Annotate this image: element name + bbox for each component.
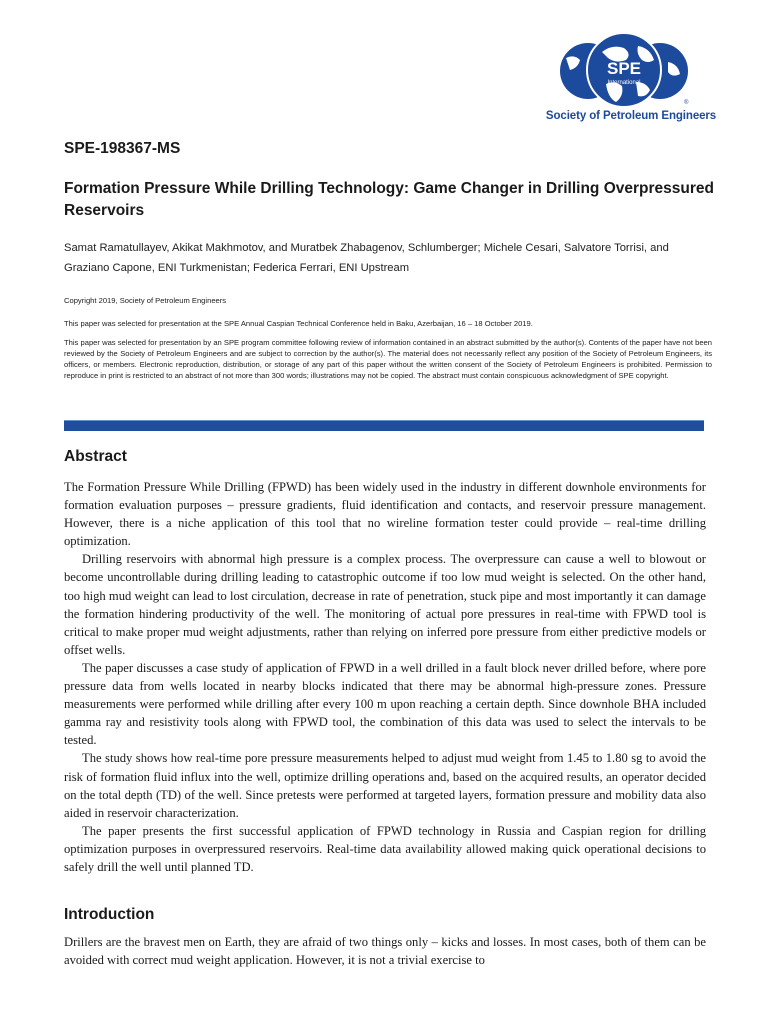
abstract-paragraph: Drilling reservoirs with abnormal high pressure is a complex process. The overpressure can cause a well to blowout or become uncontrollable during drilling leading to catastrophic outcome if too low mud weight is selected. On the other hand, too high mud weight can lead to lost circulation, decrease in rate of penetration, stuck pipe and most importantly it can damage the formation hindering productivity of the well. The monitoring of actual pore pressures in real-time with FPWD tool is critical to make proper mud weight adjustments, rather than relying on inferred pore pressure from either predictive models or offset wells. bbox=[64, 552, 706, 657]
author-list: Samat Ramatullayev, Akikat Makhmotov, and Muratbek Zhabagenov, Schlumberger; Michele Cesari, Salvatore Torrisi, and Graziano Capone, ENI Turkmenistan; Federica Ferrari, ENI Upstream bbox=[64, 242, 669, 274]
paper-title: Formation Pressure While Drilling Technology: Game Changer in Drilling Overpressured Reservoirs bbox=[64, 180, 714, 219]
logo-caption: Society of Petroleum Engineers bbox=[545, 110, 717, 122]
spe-logo bbox=[536, 32, 726, 128]
abstract-body bbox=[64, 478, 706, 876]
logo-globe-subtext: International bbox=[607, 80, 641, 86]
abstract-paragraph: The paper presents the first successful application of FPWD technology in Russia and Caspian region for drilling optimization purposes in overpressured reservoirs. Real-time data availability allowed making quick operational decisions to safely drill the well until planned TD. bbox=[64, 823, 706, 874]
abstract-heading: Abstract bbox=[64, 448, 127, 465]
logo-globe-text: SPE bbox=[606, 59, 642, 78]
introduction-paragraph: Drillers are the bravest men on Earth, they are afraid of two things only – kicks and losses. In most cases, both of them can be avoided with correct mud weight application. However, it is not a trivial exercise to bbox=[64, 935, 706, 968]
copyright-notice: Copyright 2019, Society of Petroleum Engineers bbox=[64, 296, 227, 305]
introduction-body bbox=[64, 933, 706, 969]
introduction-heading: Introduction bbox=[64, 906, 155, 923]
paper-id: SPE-198367-MS bbox=[64, 140, 181, 157]
disclaimer-notice: This paper was selected for presentation by an SPE program committee following review of information contained in an abstract submitted by the author(s). Contents of the paper have not been reviewed by the Society of Petroleum Engineers and are subject to correction by the author(s). The material does not necessarily reflect any position of the Society of Petroleum Engineers, its officers, or members. Electronic reproduction, distribution, or storage of any part of this paper without the written consent of the Society of Petroleum Engineers is prohibited. Permission to reproduce in print is restricted to an abstract of not more than 300 words; illustrations may not be copied. The abstract must contain conspicuous acknowledgment of SPE copyright. bbox=[64, 338, 712, 380]
abstract-paragraph: The paper discusses a case study of application of FPWD in a well drilled in a fault block never drilled before, where pore pressure data from wells located in nearby blocks indicated that there may be abnormal high-pressure zones. Pressure measurements were performed while drilling after every 100 m upon reaching a certain depth. Since downhole BHA included gamma ray and resistivity tools along with FPWD tool, the combination of this data was used to select the intervals to be tested. bbox=[64, 660, 706, 748]
presentation-notice: This paper was selected for presentation at the SPE Annual Caspian Technical Conference held in Baku, Azerbaijan, 16 – 18 October 2019. bbox=[64, 319, 533, 328]
globe-icon bbox=[558, 32, 690, 110]
registered-mark: ® bbox=[684, 100, 689, 106]
section-divider bbox=[64, 420, 704, 431]
abstract-paragraph: The Formation Pressure While Drilling (FPWD) has been widely used in the industry in different downhole environments for formation evaluation purposes – pressure gradients, fluid identification and contacts, and reservoir pressure management. However, there is a niche application of this tool that no wireline formation tester could provide – real-time drilling optimization. bbox=[64, 480, 706, 549]
abstract-paragraph: The study shows how real-time pore pressure measurements helped to adjust mud weight from 1.45 to 1.80 sg to avoid the risk of formation fluid influx into the well, optimize drilling operations and, based on the acquired results, an operator decided on the total depth (TD) of the well. Since pretests were performed at targeted layers, formation pressure and mobility data also aided in reservoir characterization. bbox=[64, 751, 706, 820]
